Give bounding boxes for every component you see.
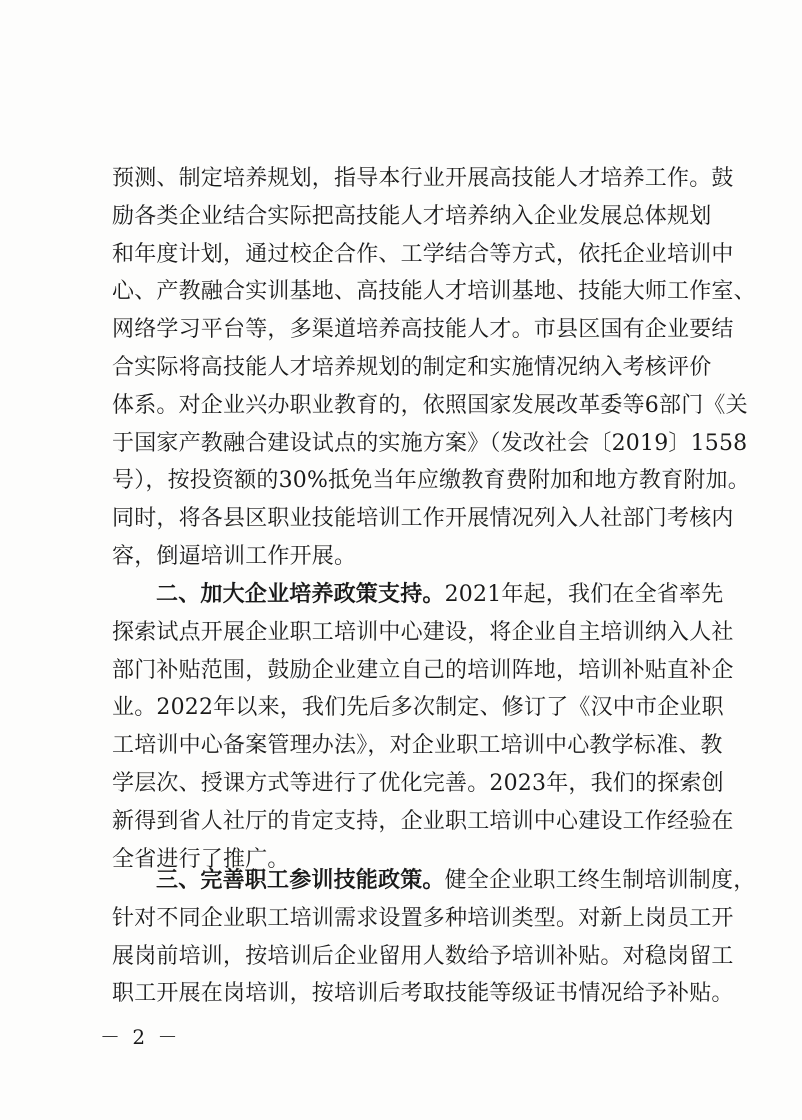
text-line: 全省进行了推广。 [112, 846, 290, 872]
text-run: 2021年起，我们在全省率先 [444, 582, 724, 607]
text-line: 职工开展在岗培训，按培训后考取技能等级证书情况给予补贴。 [112, 981, 734, 1007]
text-line: 于国家产教融合建设试点的实施方案》（发改社会〔2019〕1558 [112, 430, 748, 456]
section-heading: 二、加大企业培养政策支持。 [156, 582, 445, 607]
text-line: 业。2022年以来，我们先后多次制定、修订了《汉中市企业职 [112, 695, 724, 721]
text-line: 学层次、授课方式等进行了优化完善。2023年，我们的探索创 [112, 771, 724, 796]
text-line: 同时，将各县区职业技能培训工作开展情况列入人社部门考核内 [112, 506, 734, 532]
text-line: 新得到省人社厅的肯定支持，企业职工培训中心建设工作经验在 [112, 808, 734, 834]
section-heading: 三、完善职工参训技能政策。 [156, 868, 445, 893]
page-number: － 2 － [100, 1025, 181, 1049]
text-line: 号），按投资额的30%抵免当年应缴教育费附加和地方教育附加。 [112, 468, 750, 494]
text-line: 预测、制定培养规划，指导本行业开展高技能人才培养工作。鼓 [112, 166, 734, 191]
paragraph-first-line [156, 576, 724, 614]
text-line: 探索试点开展企业职工培训中心建设，将企业自主培训纳入人社 [112, 619, 734, 645]
text-line: 工培训中心备案管理办法》，对企业职工培训中心教学标准、教 [112, 733, 723, 759]
text-line: 网络学习平台等，多渠道培养高技能人才。市县区国有企业要结 [112, 317, 734, 343]
text-line: 针对不同企业职工培训需求设置多种培训类型。对新上岗员工开 [112, 905, 734, 931]
text-line: 容，倒逼培训工作开展。 [112, 544, 357, 569]
text-run: 健全企业职工终生制培训制度， [444, 868, 756, 893]
text-line: 励各类企业结合实际把高技能人才培养纳入企业发展总体规划 [112, 203, 712, 229]
text-line: 展岗前培训，按培训后企业留用人数给予培训补贴。对稳岗留工 [112, 943, 734, 969]
paragraph-first-line [156, 862, 756, 900]
text-line: 体系。对企业兴办职业教育的，依照国家发展改革委等6部门《关 [112, 392, 748, 418]
text-line: 心、产教融合实训基地、高技能人才培训基地、技能大师工作室、 [112, 279, 756, 305]
text-line: 合实际将高技能人才培养规划的制定和实施情况纳入考核评价 [112, 355, 712, 380]
text-line: 部门补贴范围，鼓励企业建立自己的培训阵地，培训补贴直补企 [112, 657, 734, 683]
text-line: 和年度计划，通过校企合作、工学结合等方式，依托企业培训中 [112, 241, 734, 267]
